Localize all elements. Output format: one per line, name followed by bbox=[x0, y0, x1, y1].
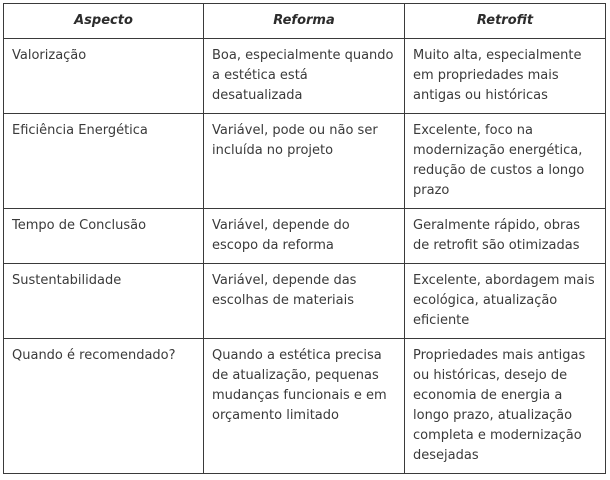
table-row bbox=[4, 39, 606, 114]
cell-retrofit: Muito alta, especialmente em propriedades mais antigas ou históricas bbox=[405, 39, 606, 114]
cell-retrofit: Excelente, abordagem mais ecológica, atualização eficiente bbox=[405, 264, 606, 339]
cell-aspecto: Quando é recomendado? bbox=[4, 339, 204, 474]
table-header-row bbox=[4, 4, 606, 39]
table-row bbox=[4, 114, 606, 209]
cell-reforma: Variável, depende do escopo da reforma bbox=[204, 209, 405, 264]
cell-reforma: Variável, pode ou não ser incluída no projeto bbox=[204, 114, 405, 209]
cell-reforma: Quando a estética precisa de atualização, pequenas mudanças funcionais e em orçamento limitado bbox=[204, 339, 405, 474]
cell-aspecto: Tempo de Conclusão bbox=[4, 209, 204, 264]
table-row bbox=[4, 264, 606, 339]
cell-reforma: Boa, especialmente quando a estética está desatualizada bbox=[204, 39, 405, 114]
header-retrofit: Retrofit bbox=[405, 4, 606, 39]
header-reforma: Reforma bbox=[204, 4, 405, 39]
cell-retrofit: Excelente, foco na modernização energética, redução de custos a longo prazo bbox=[405, 114, 606, 209]
cell-aspecto: Valorização bbox=[4, 39, 204, 114]
cell-retrofit: Geralmente rápido, obras de retrofit são otimizadas bbox=[405, 209, 606, 264]
cell-retrofit: Propriedades mais antigas ou históricas, desejo de economia de energia a longo prazo, atualização completa e modernização desejadas bbox=[405, 339, 606, 474]
comparison-table-container bbox=[3, 3, 606, 474]
table-row bbox=[4, 339, 606, 474]
table-row bbox=[4, 209, 606, 264]
cell-aspecto: Eficiência Energética bbox=[4, 114, 204, 209]
header-aspecto: Aspecto bbox=[4, 4, 204, 39]
cell-reforma: Variável, depende das escolhas de materiais bbox=[204, 264, 405, 339]
cell-aspecto: Sustentabilidade bbox=[4, 264, 204, 339]
comparison-table bbox=[3, 3, 606, 474]
